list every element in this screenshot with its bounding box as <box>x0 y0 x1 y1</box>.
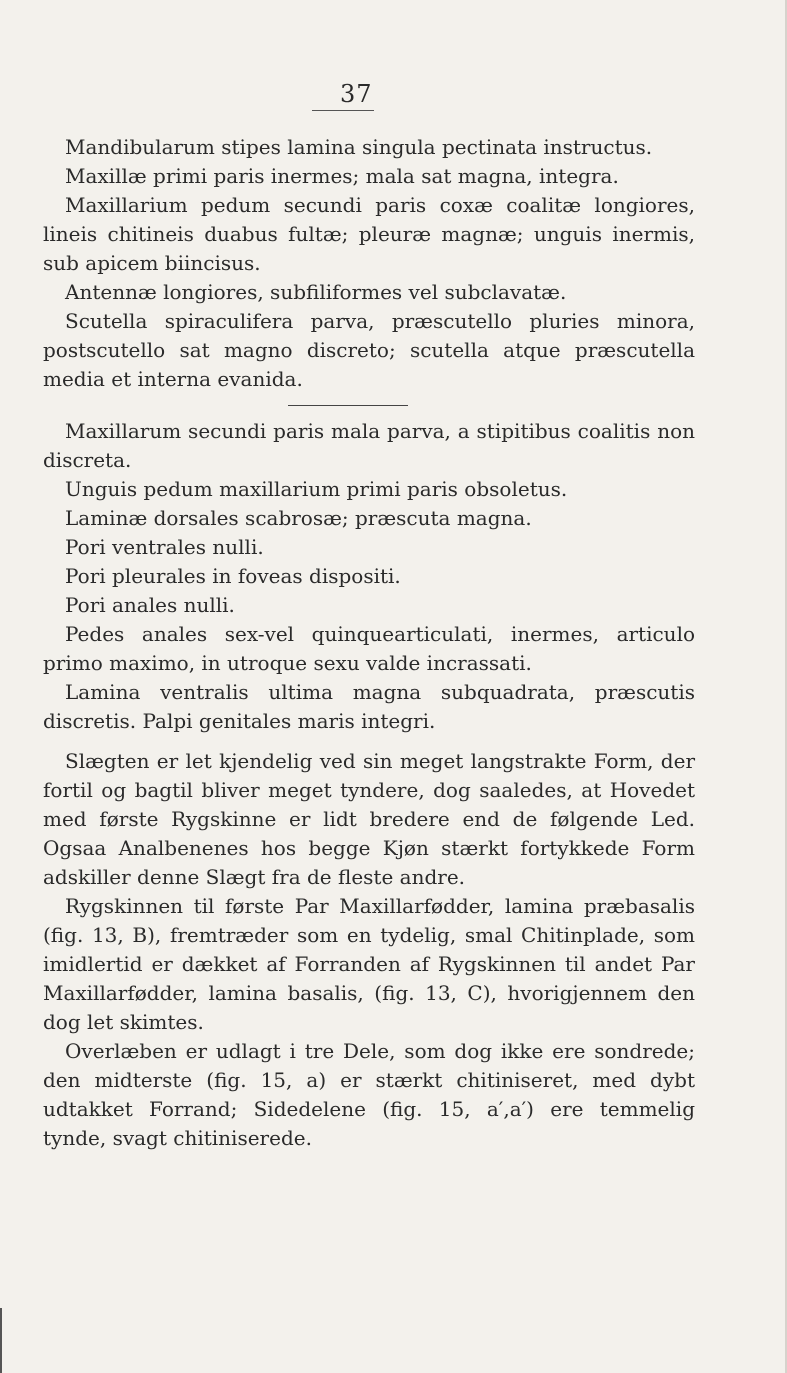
paragraph: Slægten er let kjendelig ved sin meget langstrakte Form, der fortil og bagtil bliver meget tyndere, dog saaledes, at Hovedet med første Rygskinne er lidt bredere end de følgende Led. Ogsaa Analbenenes hos begge Kjøn stærkt fortykkede Form adskiller denne Slægt fra de fleste andre. <box>43 749 695 889</box>
paragraph: Overlæben er udlagt i tre Dele, som dog ikke ere sondrede; den midterste (fig. 15, a) er stærkt chitiniseret, med dybt udtakket Forrand; Sidedelene (fig. 15, a′,a′) ere temmelig tynde, svagt chitiniserede. <box>43 1039 695 1150</box>
section-gap <box>43 736 695 747</box>
paragraph: Pedes anales sex-vel quinquearticulati, inermes, articulo primo maximo, in utroque sexu valde incrassati. <box>43 622 695 675</box>
paragraph: Pori anales nulli. <box>65 593 235 617</box>
paragraph: Unguis pedum maxillarium primi paris obsoletus. <box>65 477 568 501</box>
paragraph: Scutella spiraculifera parva, præscutello pluries minora, postscutello sat magno discreto; scutella atque præscutella media et interna evanida. <box>43 309 695 391</box>
paragraph: Antennæ longiores, subfiliformes vel subclavatæ. <box>65 280 567 304</box>
paragraph: Maxillarum secundi paris mala parva, a stipitibus coalitis non discreta. <box>43 419 695 472</box>
scan-edge-mark <box>0 1308 2 1373</box>
paragraph: Maxillarium pedum secundi paris coxæ coalitæ longiores, lineis chitineis duabus fultæ; pleuræ magnæ; unguis inermis, sub apicem biincisus. <box>43 193 695 275</box>
paragraph: Lamina ventralis ultima magna subquadrata, præscutis discretis. Palpi genitales maris integri. <box>43 680 695 733</box>
section-divider <box>288 405 408 406</box>
page-number-underline <box>312 110 374 111</box>
paragraph: Maxillæ primi paris inermes; mala sat magna, integra. <box>65 164 619 188</box>
paragraph: Rygskinnen til første Par Maxillarfødder, lamina præbasalis (fig. 13, B), fremtræder som en tydelig, smal Chitinplade, som imidlertid er dækket af Forranden af Rygskinnen til andet Par Maxillarfødder, lamina basalis, (fig. 13, C), hvorigjennem den dog let skimtes. <box>43 894 695 1034</box>
paragraph: Pori ventrales nulli. <box>65 535 264 559</box>
paragraph: Mandibularum stipes lamina singula pectinata instructus. <box>65 135 653 159</box>
paragraph: Pori pleurales in foveas dispositi. <box>65 564 401 588</box>
body-text <box>43 133 695 1153</box>
paragraph: Laminæ dorsales scabrosæ; præscuta magna. <box>65 506 532 530</box>
page-number: 37 <box>340 80 373 108</box>
